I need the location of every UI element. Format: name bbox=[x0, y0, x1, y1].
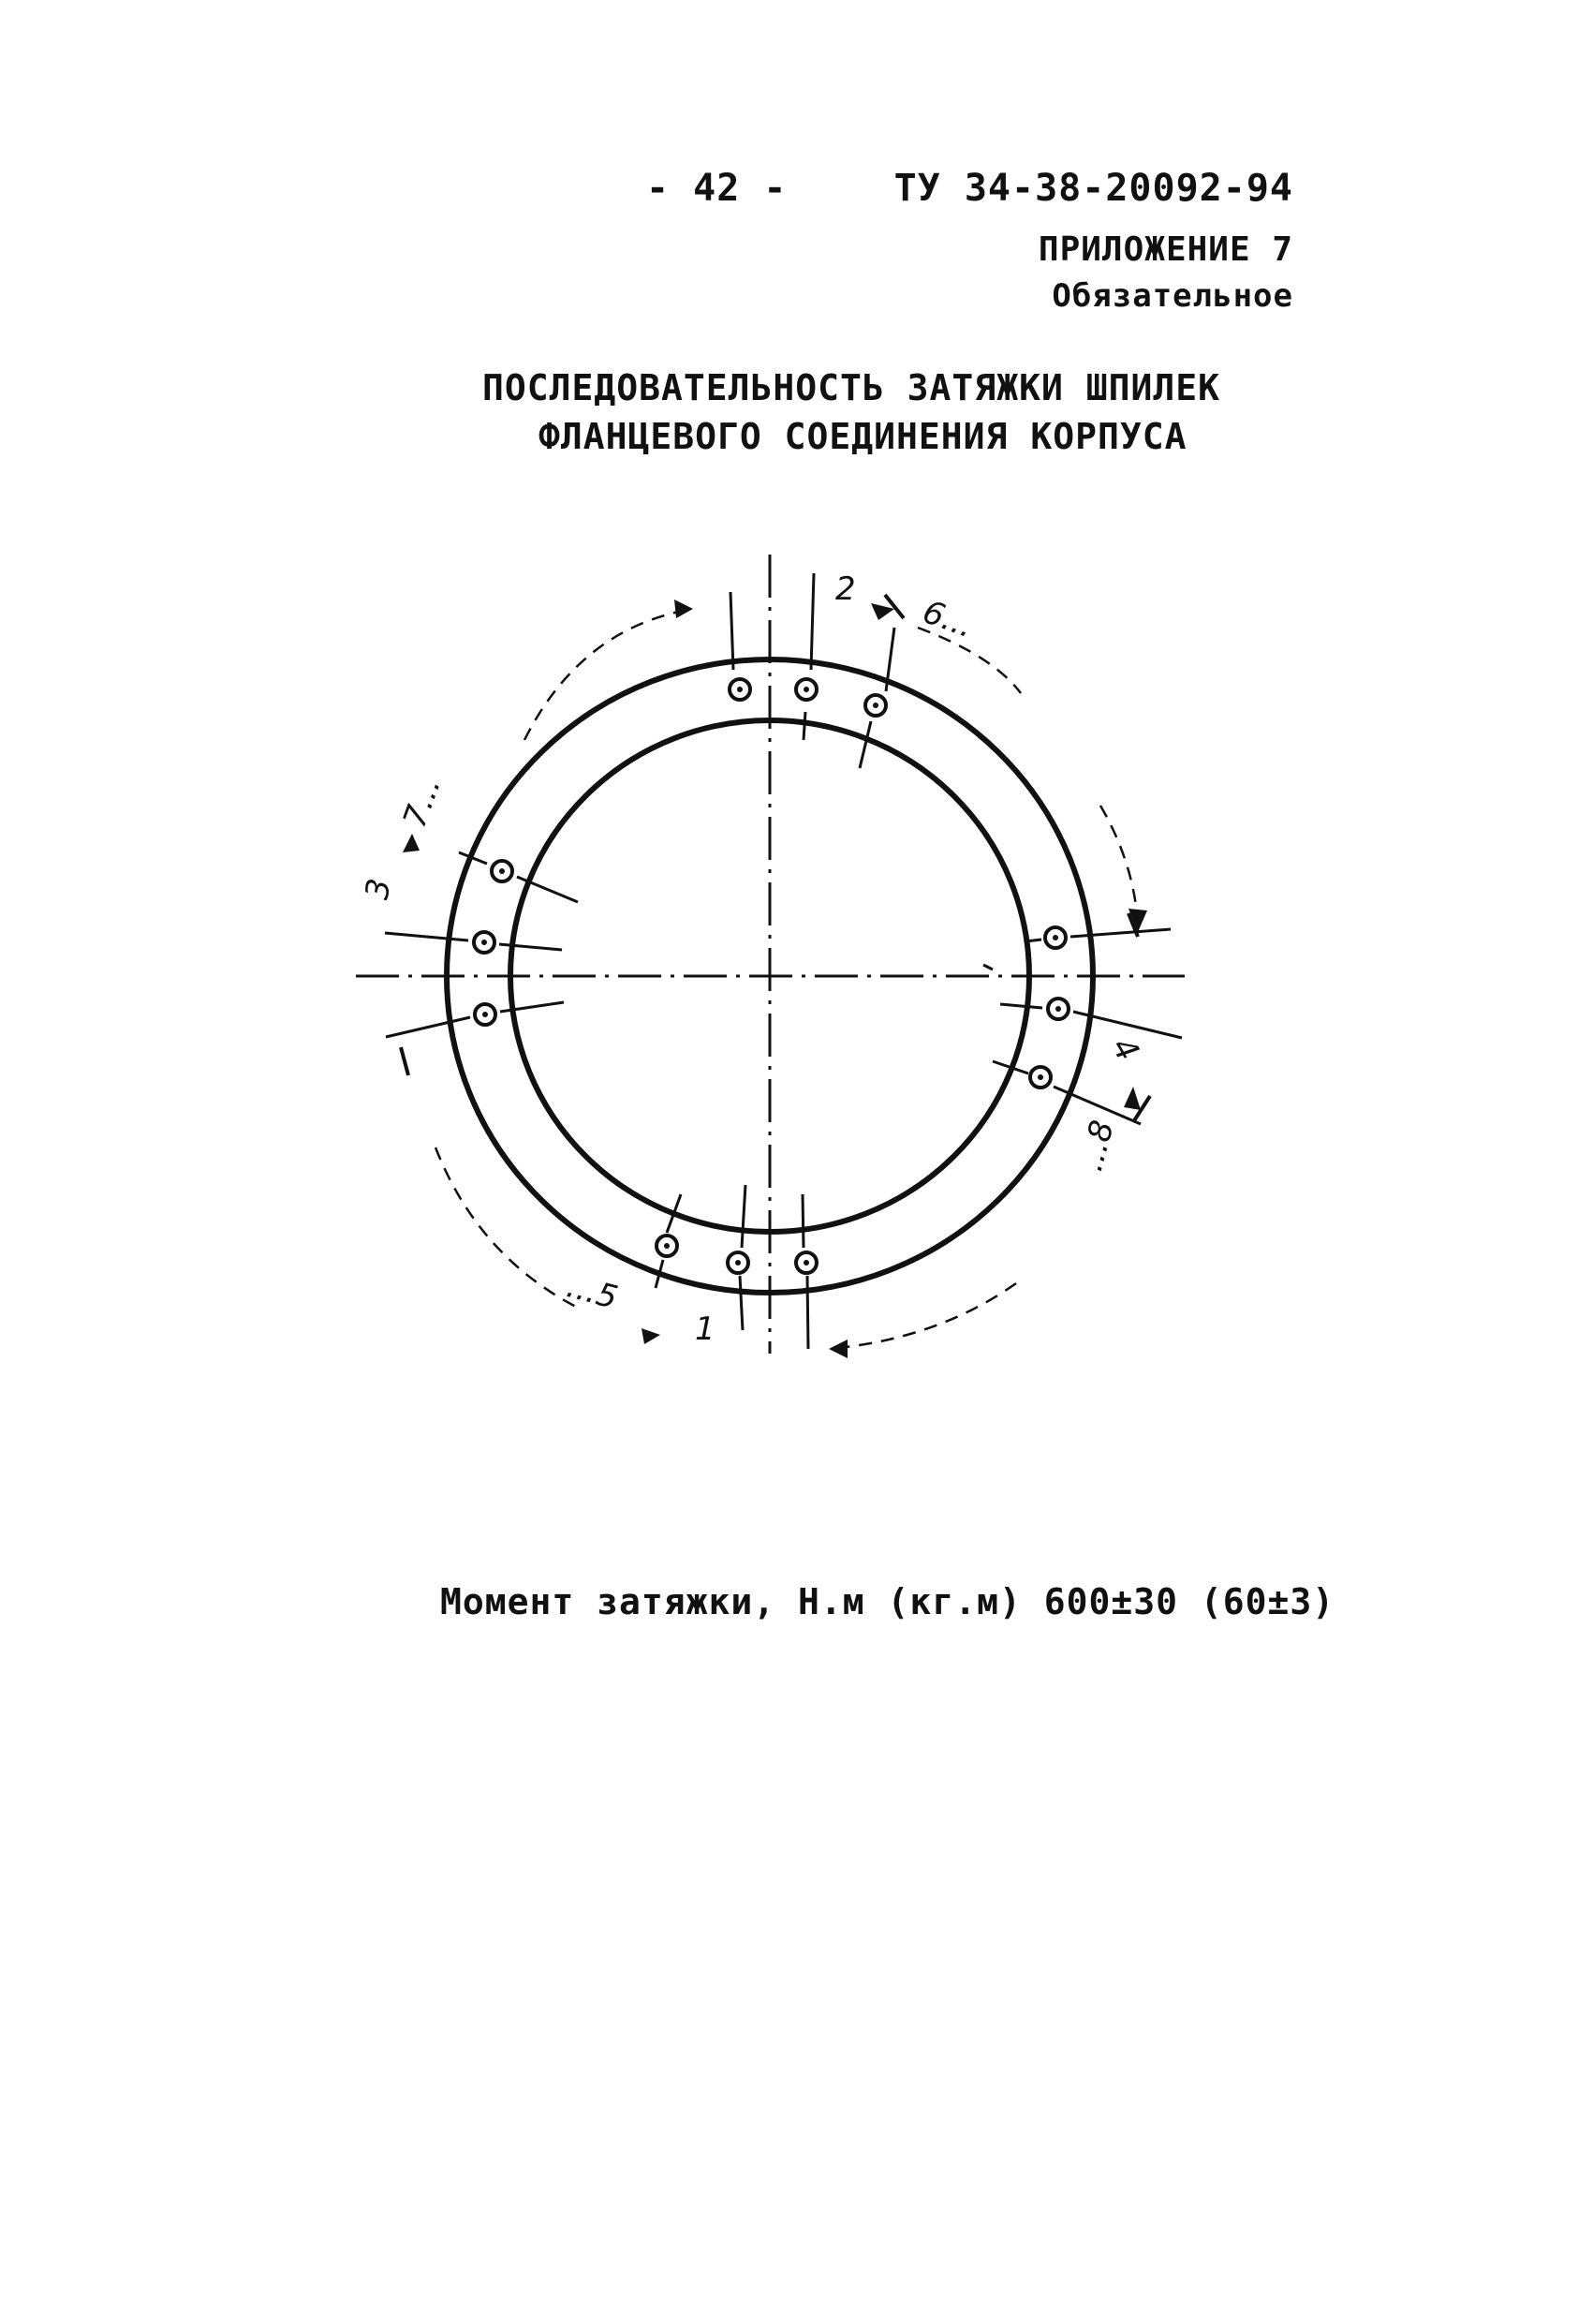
seq-label-8: ...8 bbox=[1072, 1117, 1122, 1176]
seq-label-2: 2 bbox=[835, 570, 856, 608]
seq-label-5: ...5 bbox=[562, 1267, 622, 1317]
arc-right bbox=[1100, 806, 1138, 923]
seq-label-6: 6... bbox=[918, 593, 979, 646]
appendix-label: ПРИЛОЖЕНИЕ 7 bbox=[1038, 230, 1293, 269]
title-line-2: ФЛАНЦЕВОГО СОЕДИНЕНИЯ КОРПУСА bbox=[538, 416, 1187, 457]
seq-label-1: 1 bbox=[695, 1310, 715, 1348]
page-number: - 42 - bbox=[646, 167, 788, 210]
seq-label-4: 4 bbox=[1103, 1030, 1147, 1068]
arc-upper-right bbox=[918, 628, 1021, 693]
torque-specification: Момент затяжки, Н.м (кг.м) 600±30 (60±3) bbox=[440, 1581, 1335, 1622]
arc-lower-right bbox=[829, 1283, 1016, 1349]
seq-label-7: 7... bbox=[395, 772, 449, 833]
appendix-note: Обязательное bbox=[1052, 277, 1293, 315]
arc-lower-left bbox=[435, 1147, 576, 1307]
document-code: ТУ 34-38-20092-94 bbox=[893, 167, 1293, 210]
seq-label-3: 3 bbox=[358, 875, 399, 903]
title-line-1: ПОСЛЕДОВАТЕЛЬНОСТЬ ЗАТЯЖКИ ШПИЛЕК bbox=[482, 367, 1220, 408]
